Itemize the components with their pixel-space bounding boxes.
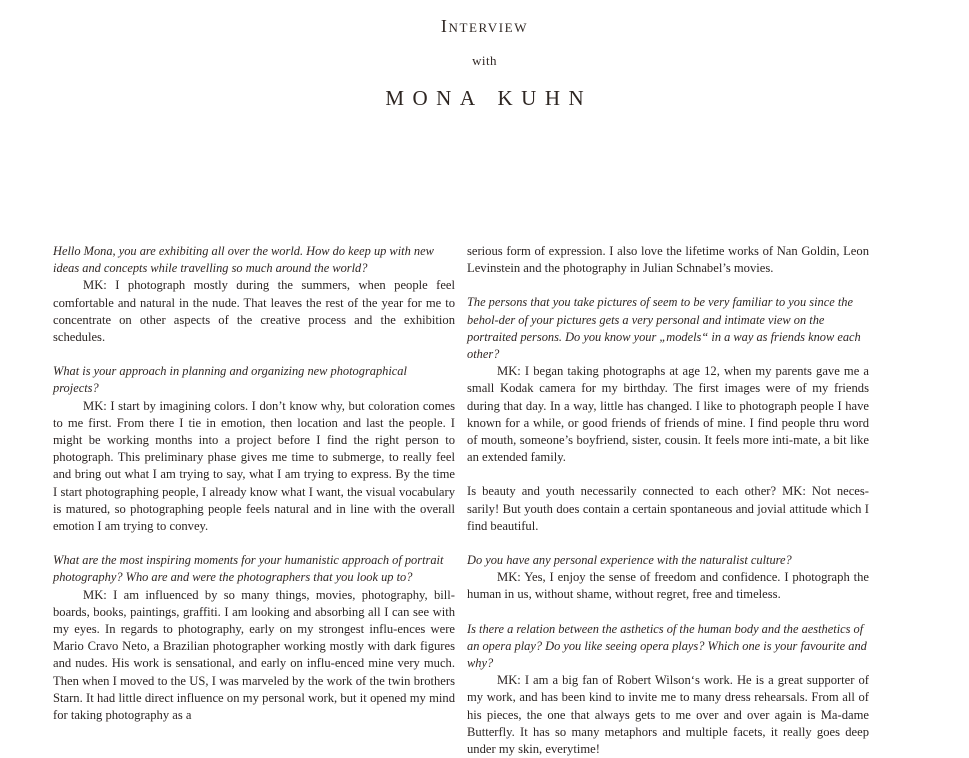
interview-question: What is your approach in planning and organizing new photographical projects? — [53, 364, 407, 396]
subject-last-name: KUHN — [497, 86, 593, 110]
qa-block — [53, 552, 455, 724]
qa-block — [53, 243, 455, 346]
subject-first-name: MONA — [385, 86, 484, 110]
interview-inline-question-answer: Is beauty and youth necessarily connected to each other? MK: Not neces-sarily! But youth does contain a certain spontaneous and jovial attitude which I find beautiful. — [467, 484, 869, 533]
qa-block — [467, 483, 869, 535]
paragraph-continuation-block — [467, 243, 869, 277]
qa-block — [467, 621, 869, 758]
interview-question: The persons that you take pictures of seem to be very familiar to you since the behol-der of your pictures gets a very personal and intimate view on the portraited persons. Do you know your „models“ in a way as friends know each other? — [467, 295, 861, 362]
interview-answer: MK: I am influenced by so many things, movies, photography, bill-boards, books, paintings, graffiti. I am looking and absorbing all I can see with my eyes. In regards to photography, early on my strongest influ-ences were Mario Cravo Neto, a Brazilian photographer working mostly with dark figures and nudes. His work is sensational, and early on influ-enced mine very much. Then when I moved to the US, I was marveled by the work of the twin brothers Starn. It had little direct influence on my personal work, but it opened my mind for taking photography as a — [53, 587, 455, 723]
interview-answer: MK: Yes, I enjoy the sense of freedom and confidence. I photograph the human in us, without shame, without regret, free and timeless. — [467, 570, 869, 602]
column-left — [53, 243, 455, 758]
interview-answer: MK: I photograph mostly during the summers, when people feel comfortable and natural in the nude. That leaves the rest of the year for me to concentrate on other aspects of the creative process and the exhibition schedules. — [53, 278, 455, 345]
interview-answer: MK: I start by imagining colors. I don’t know why, but coloration comes to me first. From there I tie in emotion, then location and last the people. I might be working months into a project before I find the right person to photograph. This preliminary phase gives me time to submerge, to really feel and bring out what I am trying to say, what I am trying to express. By the time I start photographing people, I already know what I want, the visual vocabulary is matured, so photographing people feels natural and in line with the overall emotion I am trying to convey. — [53, 398, 455, 534]
page-title-interview: Interview — [440, 16, 529, 36]
interview-answer-continuation: serious form of expression. I also love the lifetime works of Nan Goldin, Leon Levinstein and the photography in Julian Schnabel’s movies. — [467, 244, 869, 276]
qa-block — [467, 552, 869, 604]
article-columns — [53, 243, 869, 758]
interview-question: What are the most inspiring moments for your humanistic approach of portrait photography? Who are and were the photographers that you look up to? — [53, 553, 444, 585]
interview-answer: MK: I am a big fan of Robert Wilson‘s work. He is a great supporter of my work, and has been kind to invite me to many dress rehearsals. From all of his pieces, the one that always gets to me over and over again is Ma-dame Butterfly. It has so many metaphors and multiple facets, it really goes deep under my skin, everytime! — [467, 673, 869, 757]
qa-block — [467, 294, 869, 466]
interview-question: Is there a relation between the asthetics of the human body and the aesthetics of an opera play? Do you like seeing opera plays? Which one is your favourite and why? — [467, 621, 867, 671]
page-title-connector: with — [472, 53, 497, 68]
interview-question: Hello Mona, you are exhibiting all over the world. How do keep up with new ideas and concepts while travelling so much around the world? — [53, 244, 434, 276]
masthead — [0, 0, 969, 111]
page-title-subject — [0, 85, 969, 111]
column-right — [467, 243, 869, 758]
qa-block — [53, 363, 455, 535]
interview-answer: MK: I began taking photographs at age 12, when my parents gave me a small Kodak camera for my birthday. The first images were of my friends during that day. In a way, little has changed. I like to photograph people I have known for a while, or good friends of friends of mine. I find people thru word of mouth, someone’s boyfriend, sister, cousin. It feels more inti-mate, a bit like an extended family. — [467, 364, 869, 465]
interview-question: Do you have any personal experience with the naturalist culture? — [467, 553, 792, 568]
